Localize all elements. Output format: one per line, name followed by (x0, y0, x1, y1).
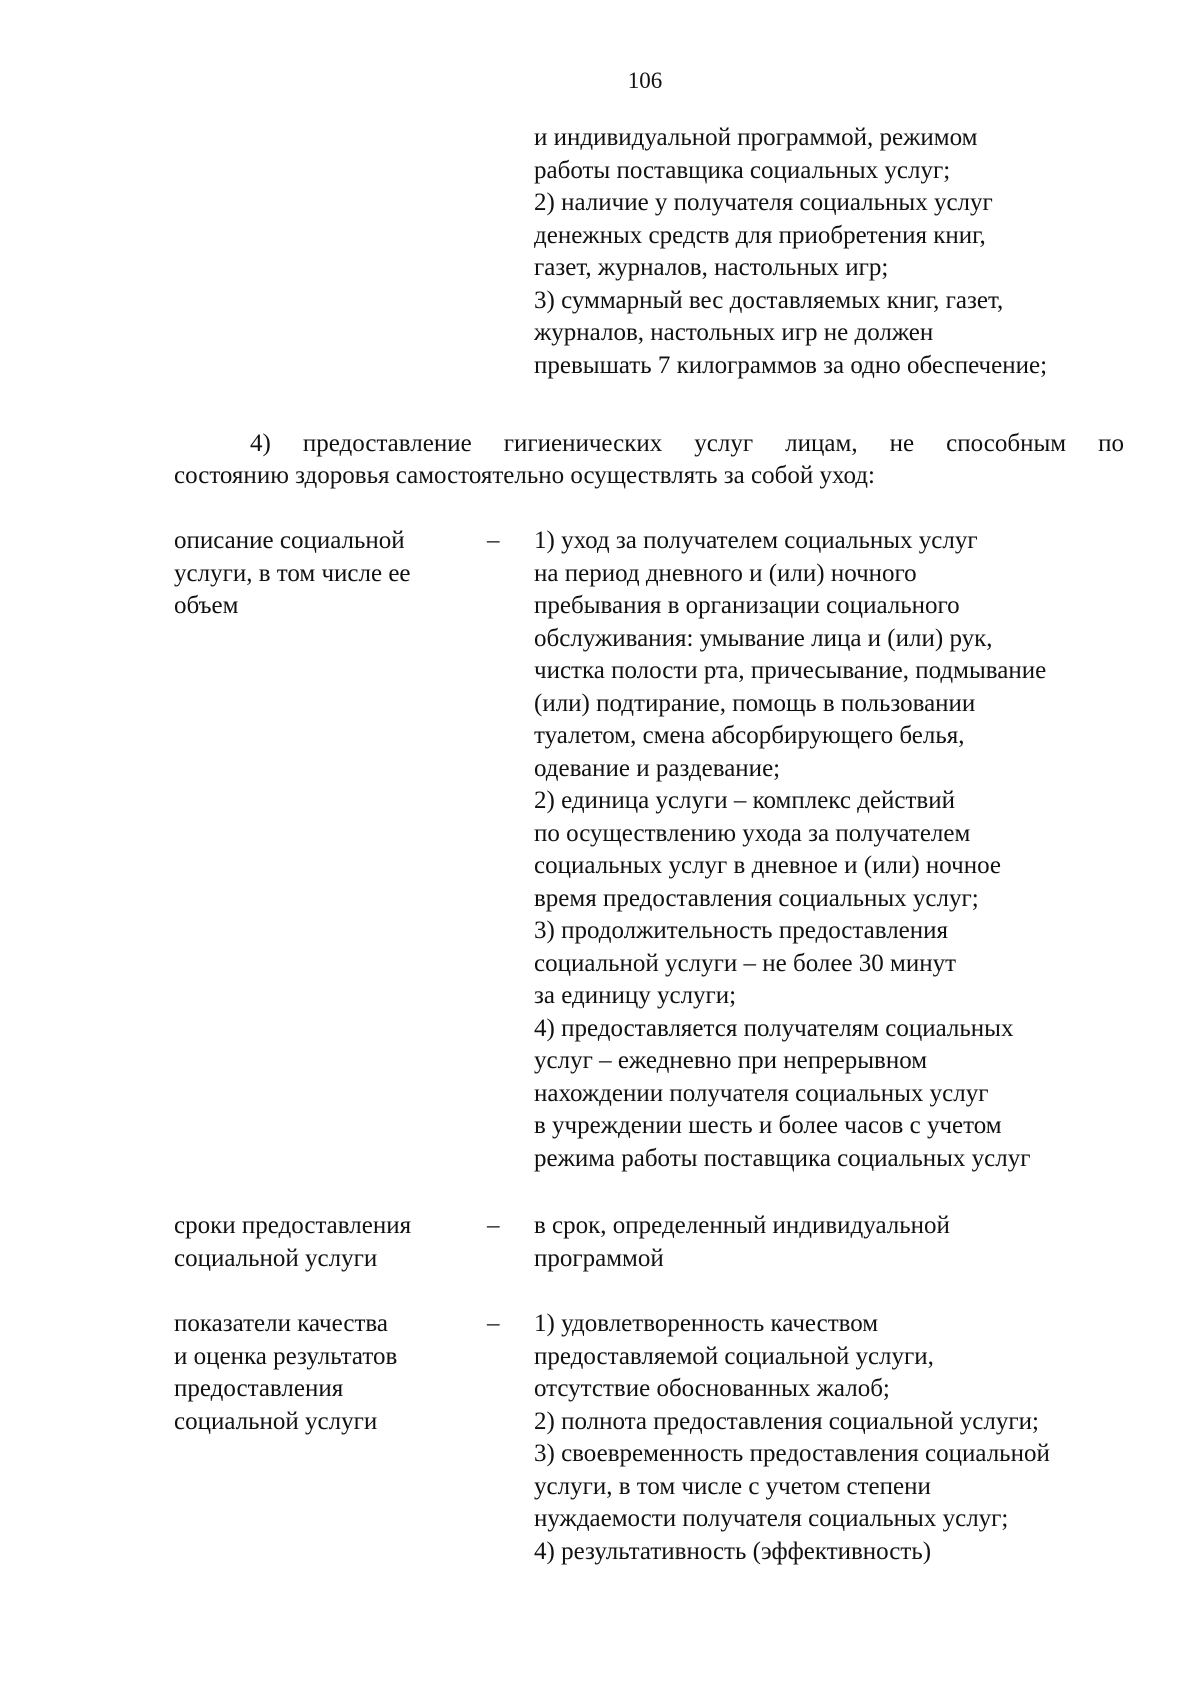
row-label (174, 1210, 411, 1275)
value-line: пребывания в организации социального (534, 592, 960, 619)
value-line: услуги, в том числе с учетом степени (534, 1472, 931, 1500)
label-line: социальной услуги (174, 1407, 378, 1435)
label-line: социальной услуги (174, 1244, 378, 1272)
label-line: и оценка результатов (174, 1342, 398, 1370)
value-line: 4) предоставляется получателям социальных (534, 1014, 1014, 1042)
value-line: социальных услуг в дневное и (или) ночное (534, 852, 1001, 879)
value-line: по осуществлению ухода за получателем (534, 819, 971, 847)
dash-separator: – (487, 1212, 500, 1239)
value-line: туалетом, смена абсорбирующего белья, (534, 722, 965, 749)
row-label (174, 1308, 397, 1438)
value-line: одевание и раздевание; (534, 754, 781, 782)
value-line: в срок, определенный индивидуальной (534, 1212, 950, 1239)
value-line: (или) подтирание, помощь в пользовании (534, 689, 976, 717)
text-line: работы поставщика социальных услуг; (534, 156, 951, 184)
value-line: обслуживания: умывание лица и (или) рук, (534, 624, 993, 652)
label-line: сроки предоставления (174, 1212, 412, 1239)
row-label (174, 525, 411, 623)
text-line: и индивидуальной программой, режимом (534, 124, 978, 151)
text-line: превышать 7 килограммов за одно обеспечение; (534, 351, 1048, 379)
row-value (534, 525, 1046, 1175)
value-line: 3) продолжительность предоставления (534, 917, 949, 944)
value-line: программой (534, 1244, 664, 1272)
value-line: 1) удовлетворенность качеством (534, 1310, 879, 1337)
value-line: отсутствие обоснованных жалоб; (534, 1375, 890, 1402)
value-line: 4) результативность (эффективность) (534, 1537, 932, 1565)
value-line: время предоставления социальных услуг; (534, 884, 979, 912)
service-item-heading (174, 428, 1124, 492)
text-line: денежных средств для приобретения книг, (534, 221, 986, 249)
value-line: предоставляемой социальной услуги, (534, 1342, 934, 1370)
value-line: на период дневного и (или) ночного (534, 559, 917, 587)
row-value (534, 1308, 1050, 1568)
text-line: 2) наличие у получателя социальных услуг (534, 189, 993, 216)
value-line: нуждаемости получателя социальных услуг; (534, 1505, 1009, 1532)
heading-line: 4) предоставление гигиенических услуг лицам, не способным по (250, 430, 1124, 457)
value-line: социальной услуги – не более 30 минут (534, 949, 957, 977)
text-line: 3) суммарный вес доставляемых книг, газет, (534, 286, 1004, 314)
value-line: в учреждении шесть и более часов с учетом (534, 1112, 1002, 1139)
label-line: описание социальной (174, 527, 405, 554)
value-line: 2) полнота предоставления социальной услуги; (534, 1407, 1039, 1435)
value-line: 1) уход за получателем социальных услуг (534, 527, 978, 554)
label-line: показатели качества (174, 1310, 388, 1337)
value-line: за единицу услуги; (534, 982, 737, 1009)
value-line: 3) своевременность предоставления социальной (534, 1440, 1050, 1467)
dash-separator: – (487, 1310, 500, 1337)
label-line: предоставления (174, 1375, 344, 1402)
heading-line: состоянию здоровья самостоятельно осуществлять за собой уход: (174, 462, 875, 489)
value-line: режима работы поставщика социальных услуг (534, 1144, 1031, 1172)
value-line: нахождении получателя социальных услуг (534, 1079, 989, 1107)
value-line: 2) единица услуги – комплекс действий (534, 787, 955, 814)
text-line: журналов, настольных игр не должен (534, 319, 934, 346)
row-value (534, 1210, 950, 1275)
text-line: газет, журналов, настольных игр; (534, 254, 889, 281)
label-line: объем (174, 592, 239, 619)
value-line: услуг – ежедневно при непрерывном (534, 1047, 928, 1074)
continuation-text (534, 122, 1047, 382)
label-line: услуги, в том числе ее (174, 559, 411, 587)
page-number: 106 (627, 68, 663, 93)
dash-separator: – (487, 527, 500, 554)
value-line: чистка полости рта, причесывание, подмывание (534, 657, 1047, 684)
